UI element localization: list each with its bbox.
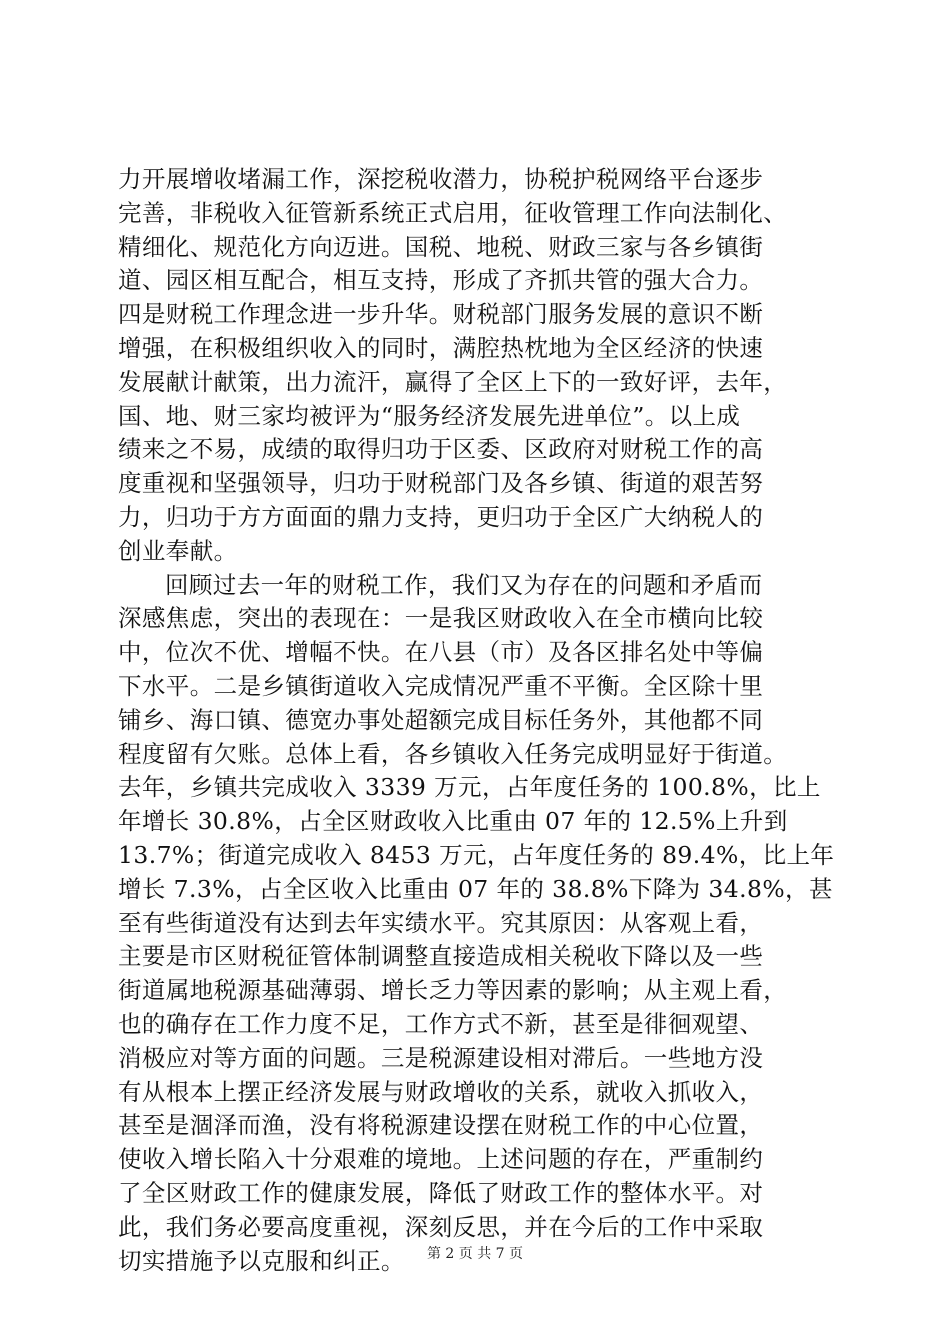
page-footer: 第 2 页 共 7 页 <box>426 1246 524 1262</box>
text-line: 国、地、财三家均被评为“服务经济发展先进单位”。以上成 <box>118 401 741 430</box>
text-line: 四是财税工作理念进一步升华。财税部门服务发展的意识不断 <box>118 300 764 329</box>
text-line: 力，归功于方方面面的鼎力支持，更归功于全区广大纳税人的 <box>118 502 764 531</box>
paragraph-first-line: 回顾过去一年的财税工作，我们又为存在的问题和矛盾而 <box>165 570 763 599</box>
text-line: 也的确存在工作力度不足，工作方式不新，甚至是徘徊观望、 <box>118 1009 764 1038</box>
text-line: 道、园区相互配合，相互支持，形成了齐抓共管的强大合力。 <box>118 266 764 295</box>
text-line: 增长 7.3%，占全区收入比重由 07 年的 38.8%下降为 34.8%，甚 <box>118 874 833 903</box>
text-line: 深感焦虑，突出的表现在：一是我区财政收入在全市横向比较 <box>118 604 764 633</box>
text-line: 至有些街道没有达到去年实绩水平。究其原因：从客观上看， <box>118 908 764 937</box>
text-line: 下水平。二是乡镇街道收入完成情况严重不平衡。全区除十里 <box>118 671 764 700</box>
text-line: 发展献计献策，出力流汗，赢得了全区上下的一致好评，去年， <box>118 367 788 396</box>
text-line: 去年，乡镇共完成收入 3339 万元，占年度任务的 100.8%，比上 <box>118 773 821 802</box>
text-line: 街道属地税源基础薄弱、增长乏力等因素的影响；从主观上看， <box>118 976 788 1005</box>
text-line: 铺乡、海口镇、德宽办事处超额完成目标任务外，其他都不同 <box>118 705 764 734</box>
text-line: 了全区财政工作的健康发展，降低了财政工作的整体水平。对 <box>118 1178 764 1207</box>
text-line: 中，位次不优、增幅不快。在八县（市）及各区排名处中等偏 <box>118 638 764 667</box>
text-line: 有从根本上摆正经济发展与财政增收的关系，就收入抓收入， <box>118 1077 764 1106</box>
text-line: 精细化、规范化方向迈进。国税、地税、财政三家与各乡镇街 <box>118 232 764 261</box>
text-line: 程度留有欠账。总体上看，各乡镇收入任务完成明显好于街道。 <box>118 739 788 768</box>
text-line: 度重视和坚强领导，归功于财税部门及各乡镇、街道的艰苦努 <box>118 469 764 498</box>
text-line: 使收入增长陷入十分艰难的境地。上述问题的存在，严重制约 <box>118 1145 764 1174</box>
text-line: 甚至是涸泽而渔，没有将税源建设摆在财税工作的中心位置， <box>118 1111 764 1140</box>
text-line: 绩来之不易，成绩的取得归功于区委、区政府对财税工作的高 <box>118 435 764 464</box>
text-line: 消极应对等方面的问题。三是税源建设相对滞后。一些地方没 <box>118 1043 764 1072</box>
text-line: 增强，在积极组织收入的同时，满腔热枕地为全区经济的快速 <box>118 333 764 362</box>
text-line: 13.7%；街道完成收入 8453 万元，占年度任务的 89.4%，比上年 <box>118 840 835 869</box>
text-line: 完善，非税收入征管新系统正式启用，征收管理工作向法制化、 <box>118 198 788 227</box>
text-line: 此，我们务必要高度重视，深刻反思，并在今后的工作中采取 <box>118 1212 764 1241</box>
body-text <box>118 163 838 1278</box>
text-line: 力开展增收堵漏工作，深挖税收潜力，协税护税网络平台逐步 <box>118 165 764 193</box>
text-line: 切实措施予以克服和纠正。 <box>118 1246 405 1275</box>
text-line: 创业奉献。 <box>118 536 238 565</box>
text-line: 年增长 30.8%，占全区财政收入比重由 07 年的 12.5%上升到 <box>118 807 788 836</box>
text-line: 主要是市区财税征管体制调整直接造成相关税收下降以及一些 <box>118 942 764 971</box>
